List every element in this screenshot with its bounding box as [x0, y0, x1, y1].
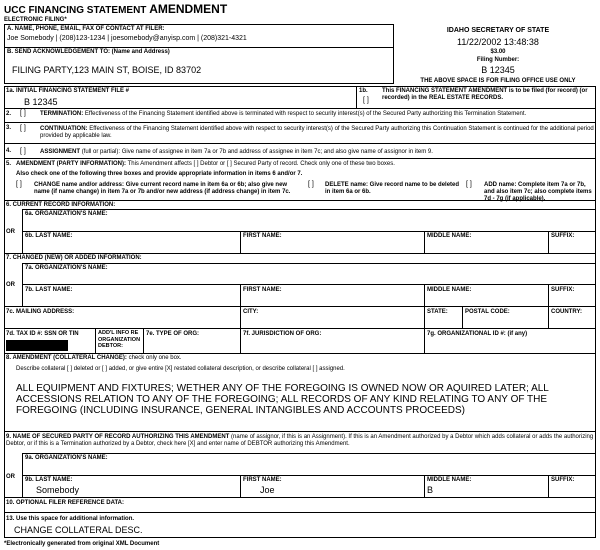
item9-last-value[interactable]: Somebody — [36, 485, 80, 495]
item5-text — [16, 161, 592, 168]
divider — [4, 253, 596, 254]
item9-middle-label: MIDDLE NAME: — [427, 477, 472, 483]
item5-delete-text: DELETE name: Give record name to be deleted in item 6a or 6b. — [325, 182, 460, 195]
divider — [22, 284, 596, 285]
item7-suffix-label[interactable]: SUFFIX: — [551, 287, 575, 293]
divider — [424, 328, 425, 353]
divider — [548, 475, 549, 497]
item4-description: (full or partial): Give name of assignee in item 7a or 7b and address of assignee in item 7c; and also give name of assignor in item 9. — [81, 149, 433, 155]
item8-heading — [6, 355, 182, 362]
item2-text — [40, 111, 594, 118]
collateral-description: ALL EQUIPMENT AND FIXTURES; WETHER ANY OF THE FOREGOING IS OWNED NOW OR AQUIRED LATER; ALL ACCESSIONS RELATION TO ANY OF THE FOREGOING; ALL RECORDS OF ANY KIND RELATING TO ANY OF THE FOREGOING (INCLUDING INSURANCE, GENERAL INTANGIBLES AND ACCOUNTS PROCEEDS) — [16, 383, 549, 416]
divider — [4, 158, 596, 159]
item7-label: 7. CHANGED (NEW) OR ADDED INFORMATION: — [6, 255, 142, 261]
divider — [4, 306, 596, 307]
item7-tax-label: 7d. TAX ID #: SSN OR TIN — [6, 331, 79, 337]
item8-label: 8. AMENDMENT (COLLATERAL CHANGE): — [6, 355, 127, 361]
contact-value: Joe Somebody | (208)123-1234 | joesomebody@anyisp.com | (208)321-4321 — [7, 35, 247, 42]
title-amendment: AMENDMENT — [149, 2, 228, 16]
item2-checkbox[interactable]: [ ] — [20, 110, 26, 117]
item9-last-label: 9b. LAST NAME: — [25, 477, 73, 483]
footer-note: *Electronically generated from original XML Document — [4, 541, 160, 547]
item6-org-label[interactable]: 6a. ORGANIZATION'S NAME: — [25, 211, 108, 217]
item9-suffix-label[interactable]: SUFFIX: — [551, 477, 575, 483]
divider — [143, 328, 144, 353]
divider — [4, 497, 596, 498]
item4-label: ASSIGNMENT — [40, 149, 81, 155]
divider — [548, 306, 549, 328]
item6-last-label[interactable]: 6b. LAST NAME: — [25, 233, 73, 239]
item6-first-label[interactable]: FIRST NAME: — [243, 233, 282, 239]
item9-middle-value[interactable]: B — [427, 485, 434, 495]
item1b-label: 1b. — [359, 88, 368, 94]
office-datetime: 11/22/2002 13:48:38 — [457, 37, 539, 47]
item3-text — [40, 126, 594, 140]
office-fee: $3.00 — [490, 49, 506, 55]
divider — [95, 328, 96, 353]
item8-describe: Describe collateral [ ] deleted or [ ] added, or give entire [X] restated collateral description, or describe collateral [ ] assigned. — [16, 366, 345, 372]
divider — [4, 122, 596, 123]
item9-or: OR — [6, 474, 15, 480]
item7-jurisdiction-label[interactable]: 7f. JURISDICTION OF ORG: — [243, 331, 322, 337]
divider — [240, 231, 241, 253]
divider — [424, 284, 425, 306]
item13-value[interactable]: CHANGE COLLATERAL DESC. — [14, 525, 143, 535]
divider — [4, 328, 596, 329]
item4-text — [40, 149, 594, 156]
redacted-tax-id — [6, 340, 68, 351]
ack-label: B. SEND ACKNOWLEDGEMENT TO: (Name and Address) — [7, 49, 170, 55]
filing-number-label: Filing Number: — [476, 57, 520, 63]
divider — [22, 263, 596, 264]
item9-text — [6, 434, 594, 448]
item2-num: 2. — [6, 111, 12, 117]
item5-label: AMENDMENT (PARTY INFORMATION): — [16, 161, 126, 167]
item13-label: 13. Use this space for additional information. — [6, 516, 135, 522]
item2-label: TERMINATION: — [40, 111, 84, 117]
divider — [240, 475, 241, 497]
item3-label: CONTINUATION: — [40, 126, 88, 132]
divider — [240, 306, 241, 328]
item10-label[interactable]: 10. OPTIONAL FILER REFERENCE DATA: — [6, 500, 125, 506]
item6-suffix-label[interactable]: SUFFIX: — [551, 233, 575, 239]
divider — [356, 86, 357, 108]
divider — [548, 231, 549, 253]
divider — [4, 512, 596, 513]
form-subtitle: ELECTRONIC FILING* — [4, 17, 67, 23]
office-note: THE ABOVE SPACE IS FOR FILING OFFICE USE ONLY — [420, 78, 576, 84]
item3-num: 3. — [6, 125, 12, 131]
divider — [4, 143, 596, 144]
item1a-label: 1a. INITIAL FINANCING STATEMENT FILE # — [6, 88, 130, 94]
item6-label: 6. CURRENT RECORD INFORMATION: — [6, 202, 116, 208]
office-agency: IDAHO SECRETARY OF STATE — [446, 27, 550, 34]
divider — [22, 209, 596, 210]
item7-city-label[interactable]: CITY: — [243, 309, 259, 315]
form-title — [4, 2, 227, 16]
item4-checkbox[interactable]: [ ] — [20, 148, 26, 155]
divider — [22, 231, 596, 232]
item5-add-checkbox[interactable]: [ ] — [466, 181, 472, 188]
divider — [22, 453, 596, 454]
item6-middle-label[interactable]: MIDDLE NAME: — [427, 233, 472, 239]
item6-or: OR — [6, 229, 15, 235]
item7-middle-label[interactable]: MIDDLE NAME: — [427, 287, 472, 293]
item9-label: 9. NAME OF SECURED PARTY OF RECORD AUTHORIZING THIS AMENDMENT — [6, 434, 230, 440]
item7-orgid-label[interactable]: 7g. ORGANIZATIONAL ID #: (if any) — [427, 331, 528, 337]
item3-checkbox[interactable]: [ ] — [20, 125, 26, 132]
item3-description: Effectiveness of the Financing Statement identified above with respect to security interest(s) of the Secured Party authorizing this Continuation Statement is continued for the additional period provided by applicable law. — [40, 126, 594, 139]
filing-number: B 12345 — [481, 65, 515, 75]
item5-add-text: ADD name: Complete item 7a or 7b, and also item 7c; also complete items 7d - 7g (if applicable). — [484, 182, 592, 202]
item7-addl-label: ADD'L INFO RE ORGANIZATION DEBTOR: — [98, 330, 141, 349]
item9-description: (name of assignor, if this is an Assignment). If this is an Amendment authorized by a Debtor which adds collateral or adds the authorizing Debtor, or if this is a Termination authorized by a Debtor, check here [X] and enter name of DEBTOR authorizing this Amendment. — [6, 434, 594, 447]
item2-description: Effectiveness of the Financing Statement identified above is terminated with respect to security interest(s) of the Secured Party authorizing this Termination Statement. — [84, 111, 527, 117]
item7-postal-label[interactable]: POSTAL CODE: — [465, 309, 510, 315]
divider — [240, 328, 241, 353]
divider — [424, 475, 425, 497]
divider — [424, 306, 425, 328]
item7-first-label[interactable]: FIRST NAME: — [243, 287, 282, 293]
title-text: UCC FINANCING STATEMENT — [4, 5, 150, 16]
item5-sub: Also check one of the following three boxes and provide appropriate information in items 6 and/or 7. — [16, 171, 303, 177]
divider — [4, 353, 596, 354]
divider — [462, 306, 463, 328]
item7-country-label[interactable]: COUNTRY: — [551, 309, 582, 315]
item8-suffix: check only one box. — [128, 355, 182, 361]
divider — [548, 284, 549, 306]
item1b-checkbox[interactable]: [ ] — [363, 97, 369, 104]
item1b-text: This FINANCING STATEMENT AMENDMENT is to be filed (for record) (or recorded) in the REAL ESTATE RECORDS. — [382, 88, 588, 101]
item9-first-value[interactable]: Joe — [260, 485, 275, 495]
item5-description: This Amendment affects [ ] Debtor or [ ] Secured Party of record. Check only one of these two boxes. — [127, 161, 395, 167]
divider — [4, 431, 596, 432]
divider — [424, 231, 425, 253]
divider — [4, 47, 394, 48]
divider — [4, 108, 596, 109]
item9-org-label[interactable]: 9a. ORGANIZATION'S NAME: — [25, 455, 108, 461]
item7-type-label[interactable]: 7e. TYPE OF ORG: — [146, 331, 200, 337]
divider — [22, 475, 596, 476]
item7-last-label[interactable]: 7b. LAST NAME: — [25, 287, 73, 293]
contact-label: A. NAME, PHONE, EMAIL, FAX OF CONTACT AT FILER: — [7, 26, 165, 32]
ack-value: FILING PARTY,123 MAIN ST, BOISE, ID 83702 — [12, 65, 202, 75]
item5-change-checkbox[interactable]: [ ] — [16, 181, 22, 188]
item7-or: OR — [6, 282, 15, 288]
item1a-value: B 12345 — [24, 97, 58, 107]
item5-delete-checkbox[interactable]: [ ] — [308, 181, 314, 188]
item9-first-label: FIRST NAME: — [243, 477, 282, 483]
item7-state-label[interactable]: STATE: — [427, 309, 448, 315]
item4-num: 4. — [6, 148, 12, 154]
item7-org-label[interactable]: 7a. ORGANIZATION'S NAME: — [25, 265, 108, 271]
divider — [240, 284, 241, 306]
item5-num: 5. — [6, 161, 12, 167]
item7-mailing-label[interactable]: 7c. MAILING ADDRESS: — [6, 309, 75, 315]
item5-change-text: CHANGE name and/or address: Give current record name in item 6a or 6b; also give new name (if name change) in item 7a or 7b and/or new address (if address change) in item 7c. — [34, 182, 291, 195]
